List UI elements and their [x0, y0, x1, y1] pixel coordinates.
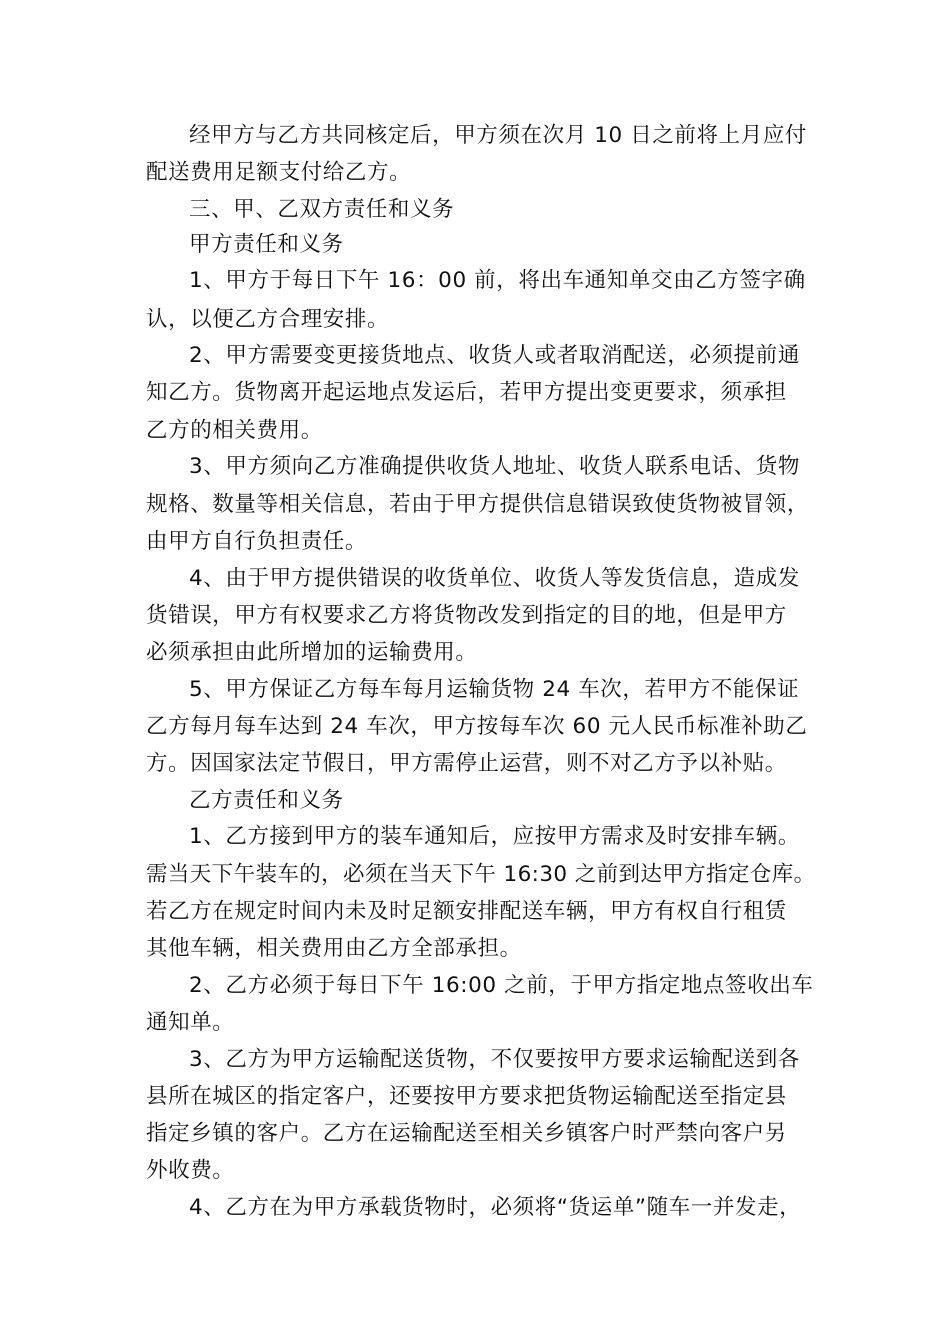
text-line: 由甲方自行负担责任。 [146, 529, 368, 554]
text-line: 县所在城区的指定客户，还要按甲方要求把货物运输配送至指定县 [146, 1084, 787, 1109]
subsection-heading: 乙方责任和义务 [189, 788, 344, 813]
text-line: 规格、数量等相关信息，若由于甲方提供信息错误致使货物被冒领， [146, 492, 810, 517]
text-line: 乙方的相关费用。 [146, 418, 323, 443]
text-line: 4、乙方在为甲方承载货物时，必须将“货运单”随车一并发走， [189, 1195, 802, 1220]
text-line: 必须承担由此所增加的运输费用。 [146, 640, 478, 665]
text-line: 需当天下午装车的，必须在当天下午 16:30 之前到达甲方指定仓库。 [146, 862, 816, 887]
text-line: 知乙方。货物离开起运地点发运后，若甲方提出变更要求，须承担 [146, 380, 787, 405]
text-line: 1、乙方接到甲方的装车通知后，应按甲方需求及时安排车辆。 [189, 824, 800, 849]
text-line: 5、甲方保证乙方每车每月运输货物 24 车次，若甲方不能保证 [189, 677, 800, 702]
subsection-heading: 甲方责任和义务 [189, 232, 344, 257]
text-line: 经甲方与乙方共同核定后，甲方须在次月 10 日之前将上月应付 [189, 123, 808, 148]
text-line: 1、甲方于每日下午 16：00 前，将出车通知单交由乙方签字确 [189, 268, 806, 293]
text-line: 配送费用足额支付给乙方。 [146, 160, 412, 185]
text-line: 其他车辆，相关费用由乙方全部承担。 [146, 936, 522, 961]
text-line: 3、甲方须向乙方准确提供收货人地址、收货人联系电话、货物 [189, 454, 800, 479]
text-line: 认，以便乙方合理安排。 [146, 307, 390, 332]
text-line: 若乙方在规定时间内未及时足额安排配送车辆，甲方有权自行租赁 [146, 899, 787, 924]
text-line: 乙方每月每车达到 24 车次，甲方按每车次 60 元人民币标准补助乙 [146, 714, 808, 739]
text-line: 货错误，甲方有权要求乙方将货物改发到指定的目的地，但是甲方 [146, 603, 787, 628]
text-line: 2、甲方需要变更接货地点、收货人或者取消配送，必须提前通 [189, 343, 800, 368]
text-line: 通知单。 [146, 1010, 235, 1035]
text-line: 4、由于甲方提供错误的收货单位、收货人等发货信息，造成发 [189, 566, 800, 591]
text-line: 2、乙方必须于每日下午 16:00 之前，于甲方指定地点签收出车 [189, 973, 814, 998]
text-line: 方。因国家法定节假日，甲方需停止运营，则不对乙方予以补贴。 [146, 751, 787, 776]
text-line: 3、乙方为甲方运输配送货物，不仅要按甲方要求运输配送到各 [189, 1047, 800, 1072]
text-line: 指定乡镇的客户。乙方在运输配送至相关乡镇客户时严禁向客户另 [146, 1121, 787, 1146]
section-heading: 三、甲、乙双方责任和义务 [189, 197, 455, 222]
text-line: 外收费。 [146, 1158, 235, 1183]
